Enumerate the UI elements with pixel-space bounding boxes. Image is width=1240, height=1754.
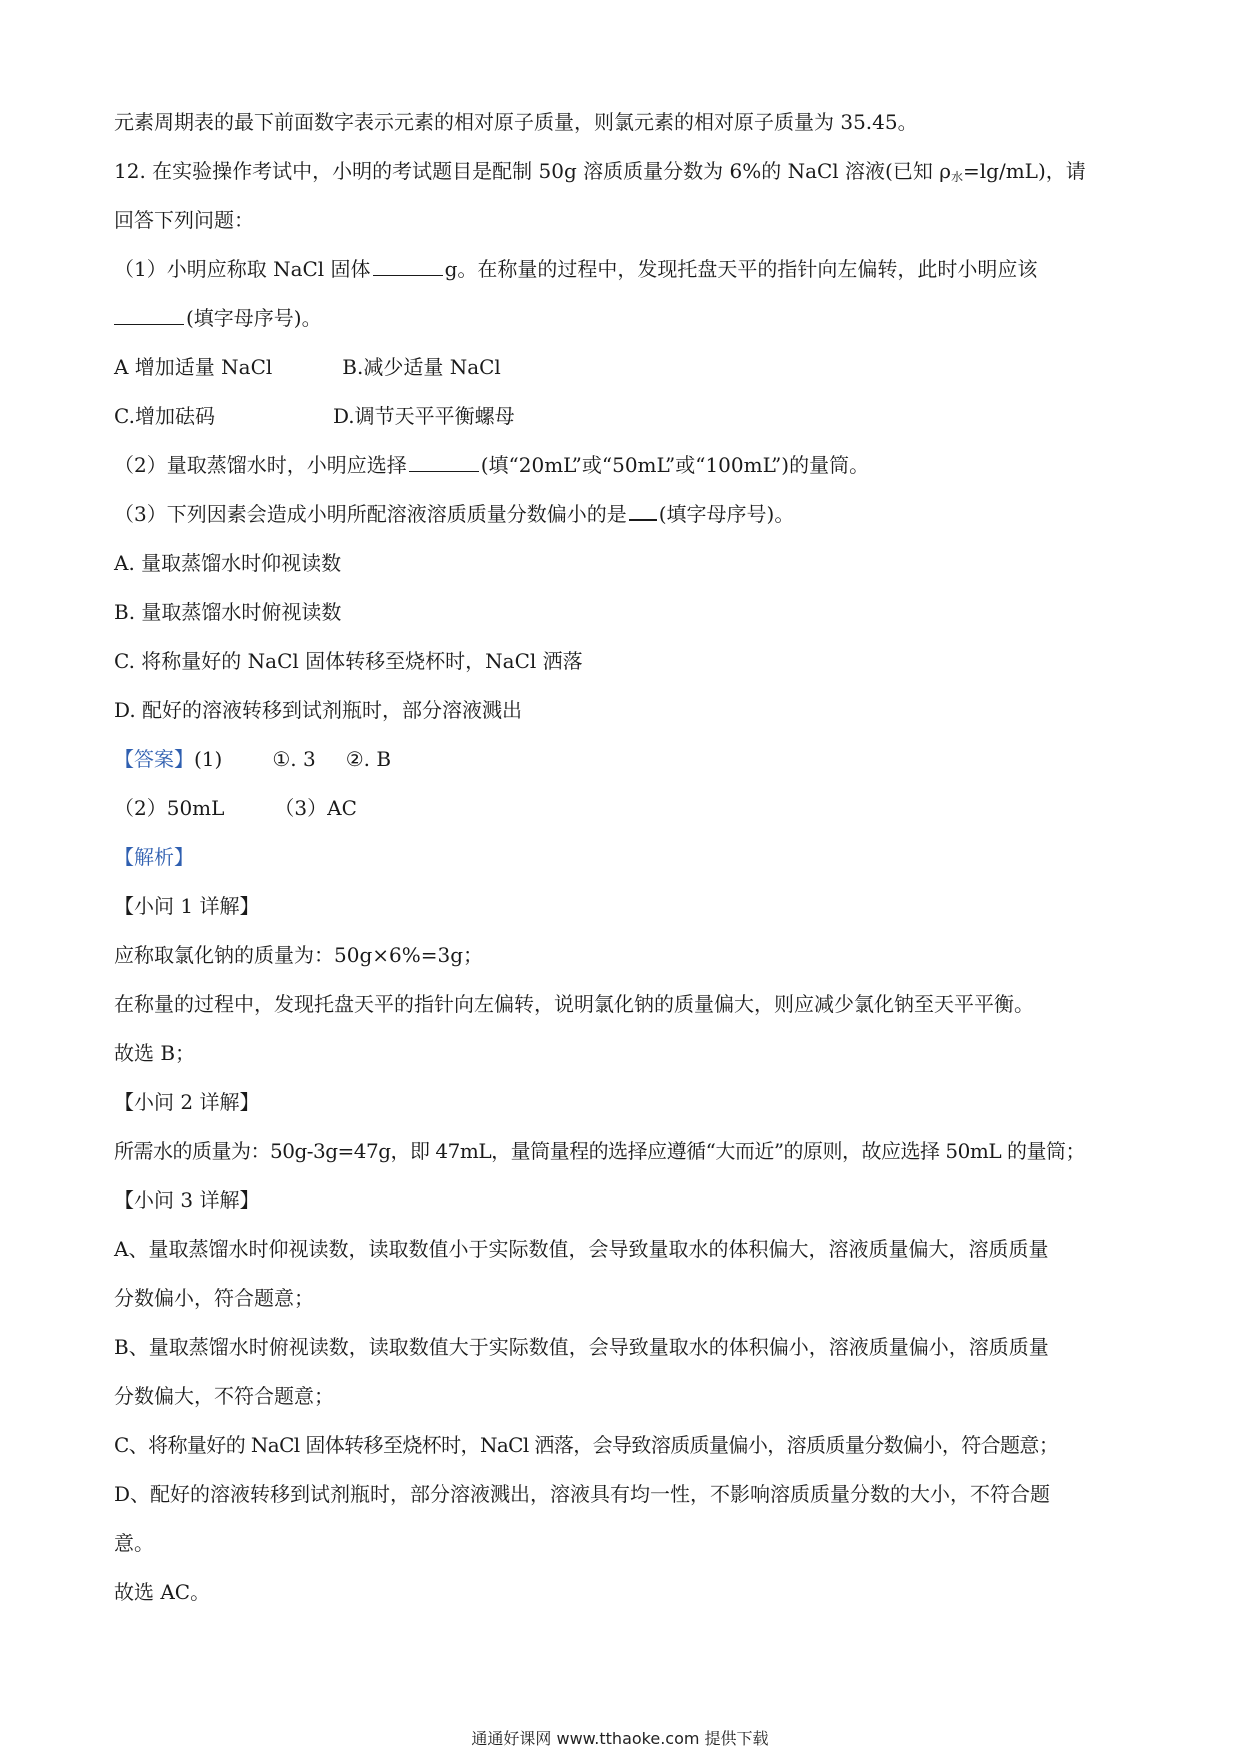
options-row-2: [114, 392, 1134, 441]
text-line: 元素周期表的最下前面数字表示元素的相对原子质量，则氯元素的相对原子质量为 35.45。: [114, 110, 918, 134]
answer-blank: [629, 497, 657, 521]
text-span: （1）小明应称取 NaCl 固体: [114, 257, 371, 281]
question-2-line: [114, 441, 1134, 490]
option-a: A 增加适量 NaCl: [114, 355, 273, 379]
text-line: 故选 AC。: [114, 1580, 211, 1604]
text-span: =lg/mL)，请: [963, 159, 1086, 183]
answer-line-2: [114, 784, 1134, 833]
answer-blank: [409, 449, 479, 472]
text-span: (1): [194, 747, 223, 771]
text-line: A、量取蒸馏水时仰视读数，读取数值小于实际数值，会导致量取水的体积偏大，溶液质量偏大，溶质质量: [114, 1237, 1049, 1261]
text-line: 应称取氯化钠的质量为：50g×6%=3g；: [114, 943, 484, 967]
text-span: （2）50mL: [114, 796, 225, 820]
sub-question-2-heading: 【小问 2 详解】: [114, 1090, 260, 1114]
choice-d: D. 配好的溶液转移到试剂瓶时，部分溶液溅出: [114, 698, 523, 722]
option-b: B.减少适量 NaCl: [342, 355, 501, 379]
text-line: D、配好的溶液转移到试剂瓶时，部分溶液溅出，溶液具有均一性，不影响溶质质量分数的大小，不符合题: [114, 1482, 1051, 1506]
text-span: ②. B: [345, 747, 392, 771]
text-line: 分数偏大，不符合题意；: [114, 1384, 334, 1408]
subscript: 水: [950, 170, 963, 184]
answer-blank: [373, 253, 443, 276]
option-d: D.调节天平平衡螺母: [332, 404, 515, 428]
text-line: 所需水的质量为：50g-3g=47g，即 47mL，量筒量程的选择应遵循“大而近”的原则，故应选择 50mL 的量筒；: [114, 1139, 1085, 1163]
question-1-cont-line: [114, 294, 1134, 343]
sub-question-1-heading: 【小问 1 详解】: [114, 894, 260, 918]
question-12-line: [114, 147, 1134, 196]
text-line: 分数偏小，符合题意；: [114, 1286, 314, 1310]
text-line: B、量取蒸馏水时俯视读数，读取数值大于实际数值，会导致量取水的体积偏小，溶液质量偏小，溶质质量: [114, 1335, 1049, 1359]
text-span: （3）下列因素会造成小明所配溶液溶质质量分数偏小的是: [114, 502, 627, 526]
option-c: C.增加砝码: [114, 404, 215, 428]
text-span: （2）量取蒸馏水时，小明应选择: [114, 453, 407, 477]
text-span: ①. 3: [272, 747, 316, 771]
text-span: （3）AC: [274, 796, 357, 820]
text-span: 12. 在实验操作考试中，小明的考试题目是配制 50g 溶质质量分数为 6%的 NaCl 溶液(已知 ρ: [114, 159, 951, 183]
text-span: (填字母序号)。: [186, 306, 322, 330]
sub-question-3-heading: 【小问 3 详解】: [114, 1188, 260, 1212]
question-1-line: [114, 245, 1134, 294]
answer-line-1: [114, 735, 1134, 784]
text-line: 意。: [114, 1531, 154, 1555]
text-span: (填字母序号)。: [658, 502, 795, 526]
answer-blank: [114, 302, 184, 325]
page-footer: 通通好课网 www.tthaoke.com 提供下载: [471, 1729, 769, 1748]
options-row-1: [114, 343, 1134, 392]
text-line: 回答下列问题：: [114, 208, 254, 232]
text-span: g。在称量的过程中，发现托盘天平的指针向左偏转，此时小明应该: [444, 257, 1038, 281]
text-line: C、将称量好的 NaCl 固体转移至烧杯时，NaCl 洒落，会导致溶质质量偏小，溶质质量分数偏小，符合题意；: [114, 1433, 1059, 1457]
text-span: (填“20mL”或“50mL”或“100mL”)的量筒。: [480, 453, 870, 477]
document-page: [114, 98, 1134, 1617]
choice-c: C. 将称量好的 NaCl 固体转移至烧杯时，NaCl 洒落: [114, 649, 583, 673]
text-line: 在称量的过程中，发现托盘天平的指针向左偏转，说明氯化钠的质量偏大，则应减少氯化钠至天平平衡。: [114, 992, 1034, 1016]
question-3-line: [114, 490, 1134, 539]
text-line: 故选 B；: [114, 1041, 196, 1065]
answer-tag: 【答案】: [114, 747, 194, 771]
choice-a: A. 量取蒸馏水时仰视读数: [114, 551, 342, 575]
analysis-tag: 【解析】: [114, 845, 194, 869]
choice-b: B. 量取蒸馏水时俯视读数: [114, 600, 342, 624]
